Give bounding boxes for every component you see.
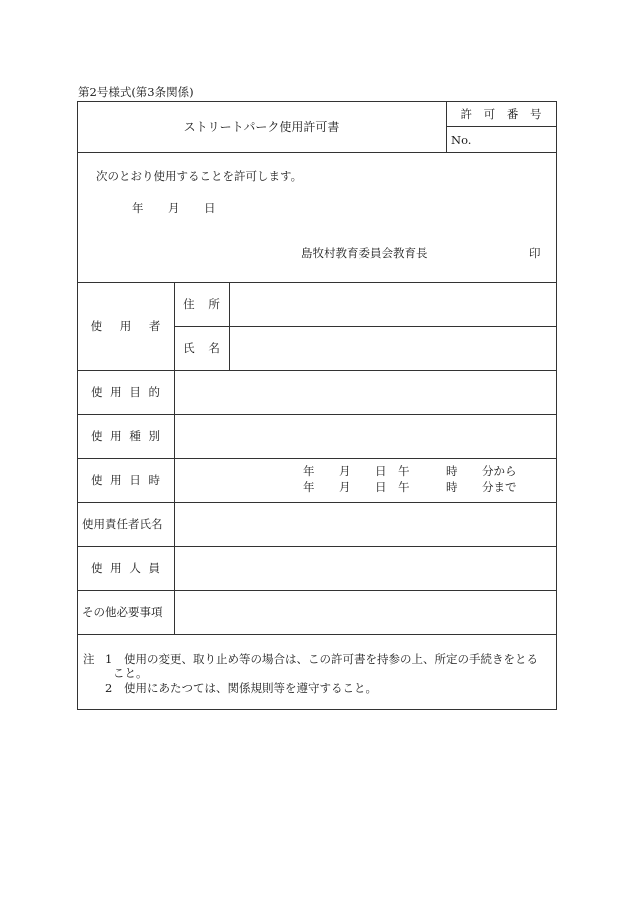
address-label: 住 所 [183, 297, 220, 311]
issuer-name: 島牧村教育委員会教育長 [301, 246, 428, 260]
note-1-text: 使用の変更、取り止め等の場合は、この許可書を持参の上、所定の手続きをとる [124, 652, 538, 666]
dt-from-month: 月 [339, 464, 351, 478]
form-title: ストリートパーク使用許可書 [183, 120, 340, 134]
purpose-field[interactable] [175, 371, 556, 414]
date-year-label: 年 [132, 201, 144, 215]
type-field[interactable] [175, 415, 556, 458]
responsible-label: 使用責任者氏名 [82, 517, 163, 531]
dt-from-day: 日 [375, 464, 387, 478]
permission-statement: 次のとおり使用することを許可します。 [96, 169, 303, 183]
permit-number-header: 許 可 番 号 [460, 107, 542, 121]
people-label: 使 用 人 員 [91, 561, 160, 575]
dt-to-year: 年 [303, 480, 315, 494]
form-number-label: 第2号様式(第3条関係) [78, 85, 194, 99]
note-1-number: 1 [105, 652, 113, 666]
datetime-label: 使 用 日 時 [91, 473, 160, 487]
dt-to-day: 日 [375, 480, 387, 494]
type-label: 使 用 種 別 [91, 429, 160, 443]
name-field[interactable] [230, 327, 556, 370]
dt-from-hour: 時 [446, 464, 458, 478]
other-label: その他必要事項 [82, 605, 163, 619]
note-2-text: 使用にあたつては、関係規則等を遵守すること。 [124, 681, 377, 695]
other-field[interactable] [175, 591, 556, 634]
date-month-label: 月 [168, 201, 180, 215]
people-field[interactable] [175, 547, 556, 590]
notes-label: 注 [83, 652, 95, 666]
user-label: 使 用 者 [90, 319, 161, 333]
dt-to-ampm: 午 [398, 480, 410, 494]
note-1-text-cont: こと。 [113, 666, 148, 680]
date-day-label: 日 [204, 201, 216, 215]
dt-to-month: 月 [339, 480, 351, 494]
note-2-number: 2 [105, 681, 113, 695]
purpose-label: 使 用 目 的 [91, 385, 160, 399]
responsible-field[interactable] [175, 503, 556, 546]
name-label: 氏 名 [183, 341, 220, 355]
dt-to-minute: 分まで [482, 480, 517, 494]
dt-from-year: 年 [303, 464, 315, 478]
permit-number-label: No. [451, 133, 472, 147]
seal-mark: 印 [529, 246, 541, 260]
address-field[interactable] [230, 283, 556, 326]
dt-to-hour: 時 [446, 480, 458, 494]
dt-from-ampm: 午 [398, 464, 410, 478]
dt-from-minute: 分から [482, 464, 517, 478]
